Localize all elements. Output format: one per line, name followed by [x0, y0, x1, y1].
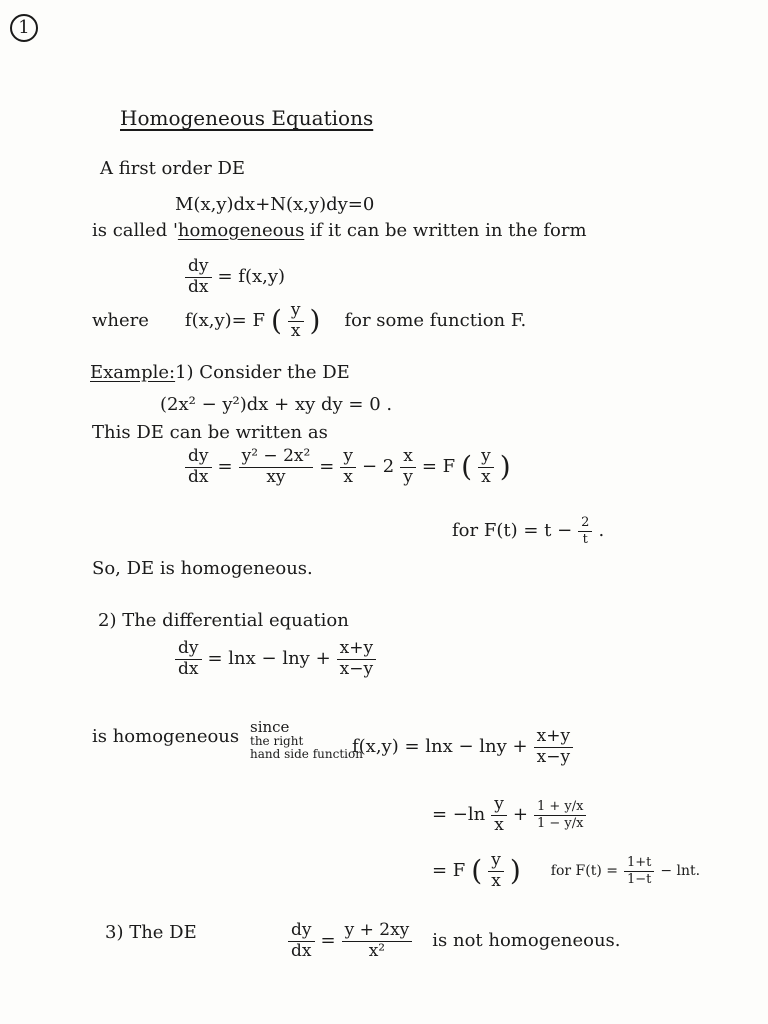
example2-is-homogeneous: is homogeneous	[92, 726, 240, 747]
example2-intro: 2) The differential equation	[98, 610, 349, 631]
example2-f-expression: f(x,y) = lnx − lny + $\frac{x+y}{x-y}$	[352, 728, 573, 767]
example1-intro: Example:1) Consider the DE	[90, 362, 350, 383]
example2-since-note: since the right hand side function	[250, 718, 363, 762]
example1-F-definition: for F(t) = t − $\frac{2}{t}$ .	[452, 515, 605, 547]
example1-conclusion: So, DE is homogeneous.	[92, 558, 313, 579]
example3-intro: 3) The DE	[105, 922, 197, 943]
example3-equation: $\frac{dy}{dx}$ = $\frac{y + 2xy}{\text{x²}}$ is not homogeneous.	[288, 922, 621, 961]
example1-derivation: $\frac{dy}{dx}$ = $\frac{\text{y² − 2x²}}{xy}$ = $\frac{y}{x}$ − 2 $\frac{x}{y}$ = F ( $\frac{y}{x}$ )	[185, 448, 511, 487]
page-number: 1	[10, 14, 38, 42]
page-title: Homogeneous Equations	[120, 106, 374, 130]
example1-equation: (2x² − y²)dx + xy dy = 0 .	[160, 394, 393, 415]
example2-equation: $\frac{dy}{dx}$ = lnx − lny + $\frac{x+y}{x-y}$	[175, 640, 376, 679]
intro-line: A first order DE	[100, 158, 246, 179]
example1-rewritten: This DE can be written as	[92, 422, 328, 443]
definition-line: is called 'homogeneous if it can be written in the form	[92, 220, 587, 241]
homogeneous-term: homogeneous	[177, 220, 305, 241]
where-line: where f(x,y)= F ( $\frac{y}{x}$ ) for some function F.	[92, 300, 527, 341]
example2-step2: = F ( $\frac{y}{x}$ ) for F(t) = $\frac{1+t}{1-t}$ − lnt.	[432, 850, 701, 891]
general-de-equation: M(x,y)dx+N(x,y)dy=0	[175, 194, 375, 215]
example2-step1: = −ln $\frac{y}{x}$ + $\frac{1 + y/x}{1 - y/x}$	[432, 796, 586, 835]
form-equation: $\frac{dy}{dx}$ = f(x,y)	[185, 258, 285, 297]
